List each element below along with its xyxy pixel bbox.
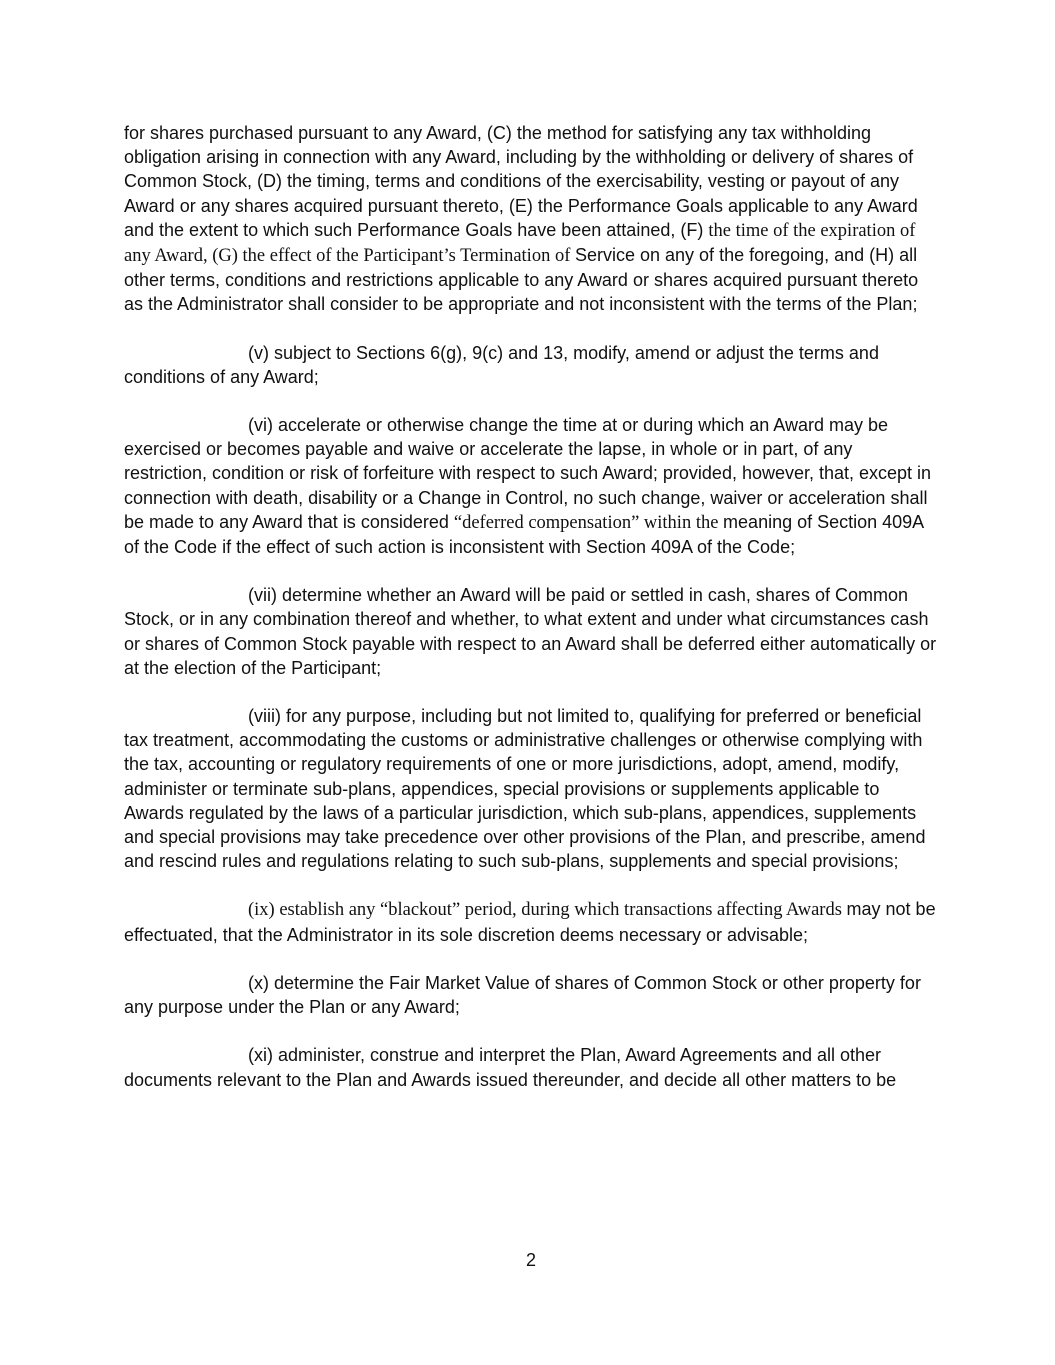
clause-continuation <box>124 121 938 317</box>
text-segment: (xi) administer, construe and interpret the Plan, Award Agreements and all other documents relevant to the Plan and Awards issued thereunder, and decide all other matters to be <box>124 1045 897 1090</box>
document-body <box>124 121 938 1116</box>
clause-ix <box>124 897 938 946</box>
text-segment-serif: “deferred compensation” within the <box>453 512 724 533</box>
clause-vi <box>124 413 938 559</box>
text-segment: (v) subject to Sections 6(g), 9(c) and 13, modify, amend or adjust the terms and conditions of any Award; <box>124 342 879 387</box>
clause-vii <box>124 583 938 680</box>
clause-x <box>124 971 938 1019</box>
clause-viii <box>124 704 938 873</box>
page-number: 2 <box>525 1250 536 1270</box>
clause-v <box>124 341 938 389</box>
text-segment: (viii) for any purpose, including but not limited to, qualifying for preferred or beneficial tax treatment, accommodating the customs or administrative challenges or otherwise complying with the tax, accounting or regulatory requirements of one or more jurisdictions, adopt, amend, modify, administer or terminate sub-plans, appendices, special provisions or supplements applicable to Awards regulated by the laws of a particular jurisdiction, which sub-plans, appendices, supplements and special provisions may take precedence over other provisions of the Plan, and prescribe, amend and rescind rules and regulations relating to such sub-plans, supplements and special provisions; <box>124 706 926 872</box>
text-segment-serif: (ix) establish any “blackout” period, during which transactions affecting Awards <box>248 900 847 921</box>
text-segment: meaning of Section 409A of the Code if the effect of such action is inconsistent with Section 409A of the Code; <box>124 511 924 558</box>
clause-xi <box>124 1043 938 1091</box>
text-segment: (vi) accelerate or otherwise change the time at or during which an Award may be exercised or becomes payable and waive or accelerate the lapse, in whole or in part, of any restriction, condition or risk of forfeiture with respect to such Award; provided, however, that, except in connection with death, disability or a Change in Control, no such change, waiver or acceleration shall be made to any Award that is considered <box>124 415 932 532</box>
text-segment: (vii) determine whether an Award will be paid or settled in cash, shares of Common Stock, or in any combination thereof and whether, to what extent and under what circumstances cash or shares of Common Stock payable with respect to an Award shall be deferred either automatically or at the election of the Participant; <box>124 585 937 678</box>
text-segment-serif: the time of the expiration of any Award, (G) the effect of the Participant’s Termination of <box>124 220 916 267</box>
text-segment: for shares purchased pursuant to any Award, (C) the method for satisfying any tax withholding obligation arising in connection with any Award, including by the withholding or delivery of shares of Common Stock, (D) the timing, terms and conditions of the exercisability, vesting or payout of any Award or any shares acquired pursuant thereto, (E) the Performance Goals applicable to any Award and the extent to which such Performance Goals have been attained, (F) <box>124 123 918 240</box>
text-segment: may not be effectuated, that the Administrator in its sole discretion deems necessary or advisable; <box>124 899 936 945</box>
text-segment: (x) determine the Fair Market Value of shares of Common Stock or other property for any purpose under the Plan or any Award; <box>124 972 921 1018</box>
text-segment: Service on any of the foregoing, and (H) all other terms, conditions and restrictions applicable to any Award or shares acquired pursuant thereto as the Administrator shall consider to be appropriate and not inconsistent with the terms of the Plan; <box>124 245 919 315</box>
